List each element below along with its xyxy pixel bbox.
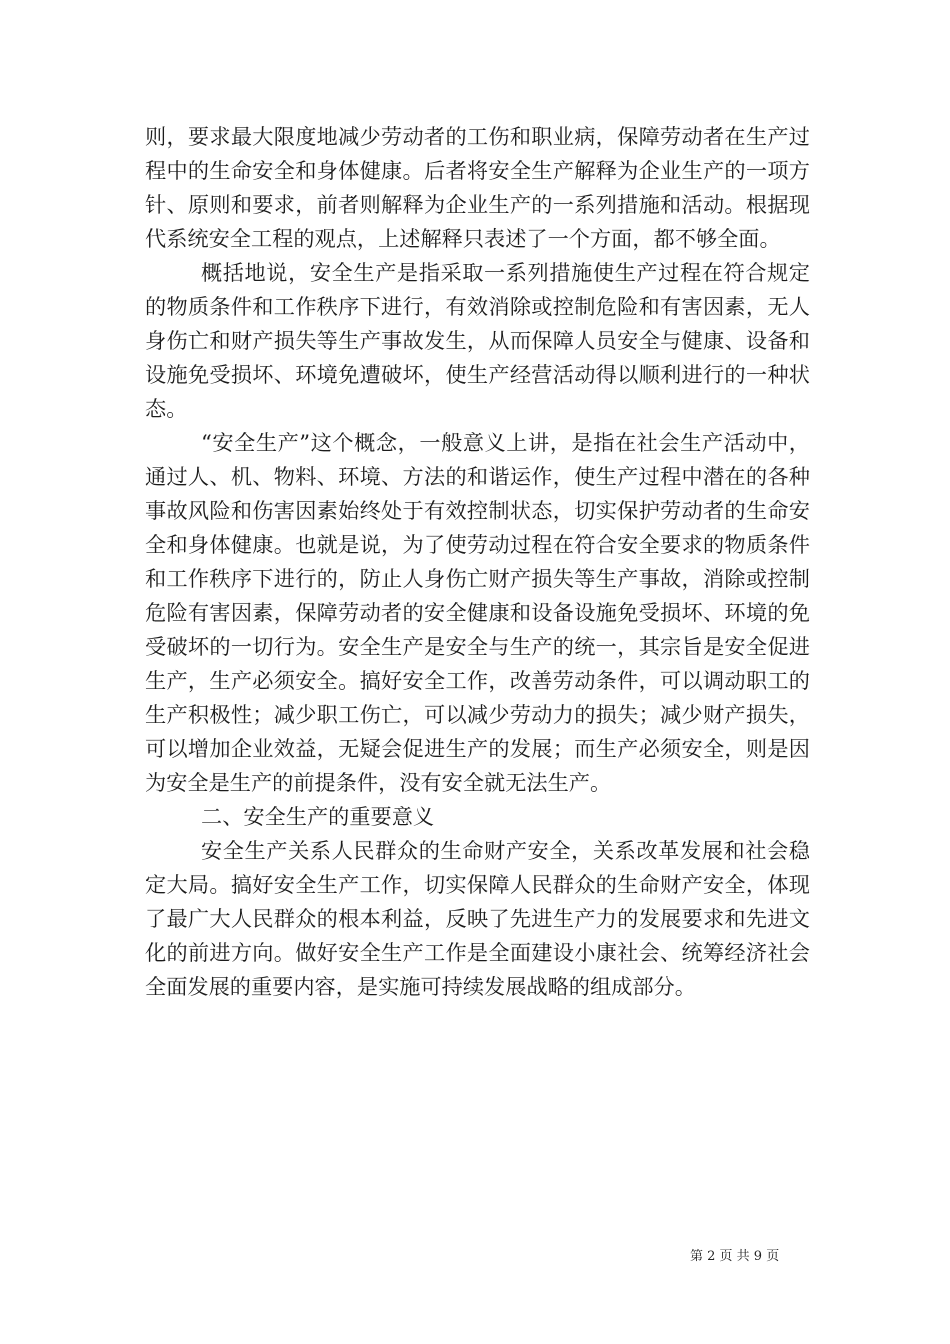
paragraph-continued: 则，要求最大限度地减少劳动者的工伤和职业病，保障劳动者在生产过程中的生命安全和身体健康。后者将安全生产解释为企业生产的一项方针、原则和要求，前者则解释为企业生产的一系列措施和活动。根据现代系统安全工程的观点，上述解释只表述了一个方面，都不够全面。 [145, 124, 810, 251]
section-heading: 二、安全生产的重要意义 [201, 804, 435, 829]
document-body [145, 120, 810, 1004]
paragraph-significance: 安全生产关系人民群众的生命财产安全，关系改革发展和社会稳定大局。搞好安全生产工作，切实保障人民群众的生命财产安全，体现了最广大人民群众的根本利益，反映了先进生产力的发展要求和先进文化的前进方向。做好安全生产工作是全面建设小康社会、统筹经济社会全面发展的重要内容，是实施可持续发展战略的组成部分。 [145, 838, 810, 999]
paragraph-concept: “安全生产”这个概念，一般意义上讲，是指在社会生产活动中，通过人、机、物料、环境、方法的和谐运作，使生产过程中潜在的各种事故风险和伤害因素始终处于有效控制状态，切实保护劳动者的生命安全和身体健康。也就是说，为了使劳动过程在符合安全要求的物质条件和工作秩序下进行的，防止人身伤亡财产损失等生产事故，消除或控制危险有害因素，保障劳动者的安全健康和设备设施免受损坏、环境的免受破坏的一切行为。安全生产是安全与生产的统一，其宗旨是安全促进生产，生产必须安全。搞好安全工作，改善劳动条件，可以调动职工的生产积极性；减少职工伤亡，可以减少劳动力的损失；减少财产损失，可以增加企业效益，无疑会促进生产的发展；而生产必须安全，则是因为安全是生产的前提条件，没有安全就无法生产。 [145, 430, 810, 795]
page-number: 第 2 页 共 9 页 [690, 1249, 780, 1264]
paragraph-definition: 概括地说，安全生产是指采取一系列措施使生产过程在符合规定的物质条件和工作秩序下进行，有效消除或控制危险和有害因素，无人身伤亡和财产损失等生产事故发生，从而保障人员安全与健康、设备和设施免受损坏、环境免遭破坏，使生产经营活动得以顺利进行的一种状态。 [145, 260, 810, 421]
